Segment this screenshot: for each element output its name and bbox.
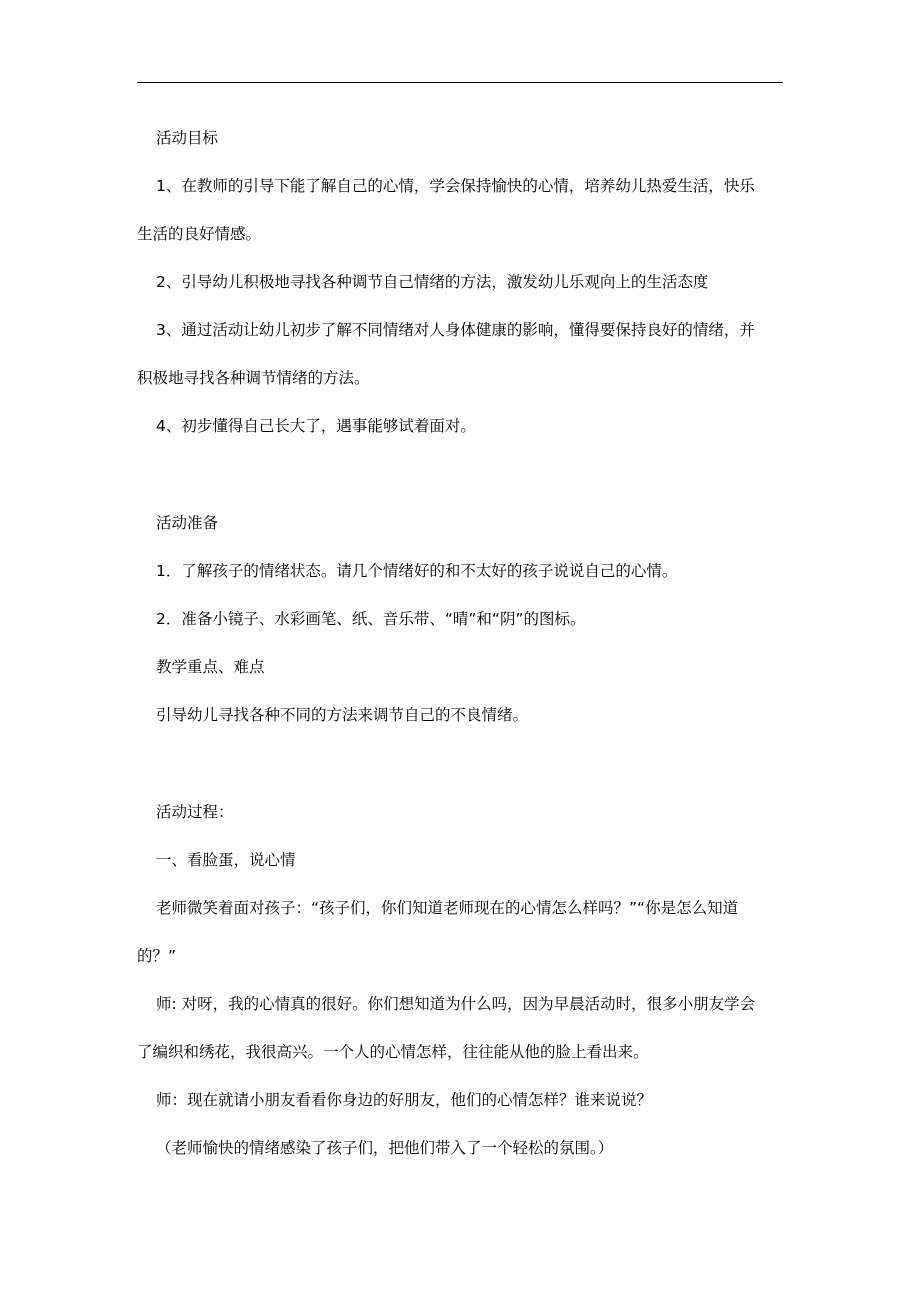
focus-heading: 教学重点、难点 (156, 658, 265, 676)
process-heading: 活动过程： (156, 803, 234, 821)
process-step-1-title: 一、看脸蛋，说心情 (156, 851, 296, 869)
goals-item-1: 1、在教师的引导下能了解自己的心情，学会保持愉快的心情，培养幼儿热爱生活，快乐 (156, 177, 755, 195)
preparation-item-2: 2．准备小镜子、水彩画笔、纸、音乐带、“晴”和“阴”的图标。 (156, 610, 586, 628)
process-paragraph-1: 老师微笑着面对孩子：“孩子们，你们知道老师现在的心情怎么样吗？”“你是怎么知道 (156, 899, 739, 917)
process-paragraph-2-cont: 了编织和绣花，我很高兴。一个人的心情怎样，往往能从他的脸上看出来。 (137, 1043, 649, 1061)
header-rule (137, 82, 783, 83)
goals-item-4: 4、初步懂得自己长大了，遇事能够试着面对。 (156, 417, 476, 435)
goals-item-3-cont: 积极地寻找各种调节情绪的方法。 (137, 369, 370, 387)
process-paragraph-1-cont: 的？” (137, 947, 177, 965)
focus-text: 引导幼儿寻找各种不同的方法来调节自己的不良情绪。 (156, 706, 529, 724)
process-paragraph-3: 师：现在就请小朋友看看你身边的好朋友，他们的心情怎样？谁来说说？ (156, 1091, 653, 1109)
goals-item-2: 2、引导幼儿积极地寻找各种调节自己情绪的方法，激发幼儿乐观向上的生活态度 (156, 273, 709, 291)
goals-heading: 活动目标 (156, 129, 219, 147)
preparation-heading: 活动准备 (156, 514, 219, 532)
goals-item-1-cont: 生活的良好情感。 (137, 225, 262, 243)
process-paragraph-2: 师: 对呀，我的心情真的很好。你们想知道为什么吗，因为早晨活动时，很多小朋友学会 (156, 995, 756, 1013)
goals-item-3: 3、通过活动让幼儿初步了解不同情绪对人身体健康的影响，懂得要保持良好的情绪，并 (156, 321, 755, 339)
preparation-item-1: 1．了解孩子的情绪状态。请几个情绪好的和不太好的孩子说说自己的心情。 (156, 562, 678, 580)
process-paragraph-4: （老师愉快的情绪感染了孩子们，把他们带入了一个轻松的氛围。） (156, 1139, 614, 1157)
